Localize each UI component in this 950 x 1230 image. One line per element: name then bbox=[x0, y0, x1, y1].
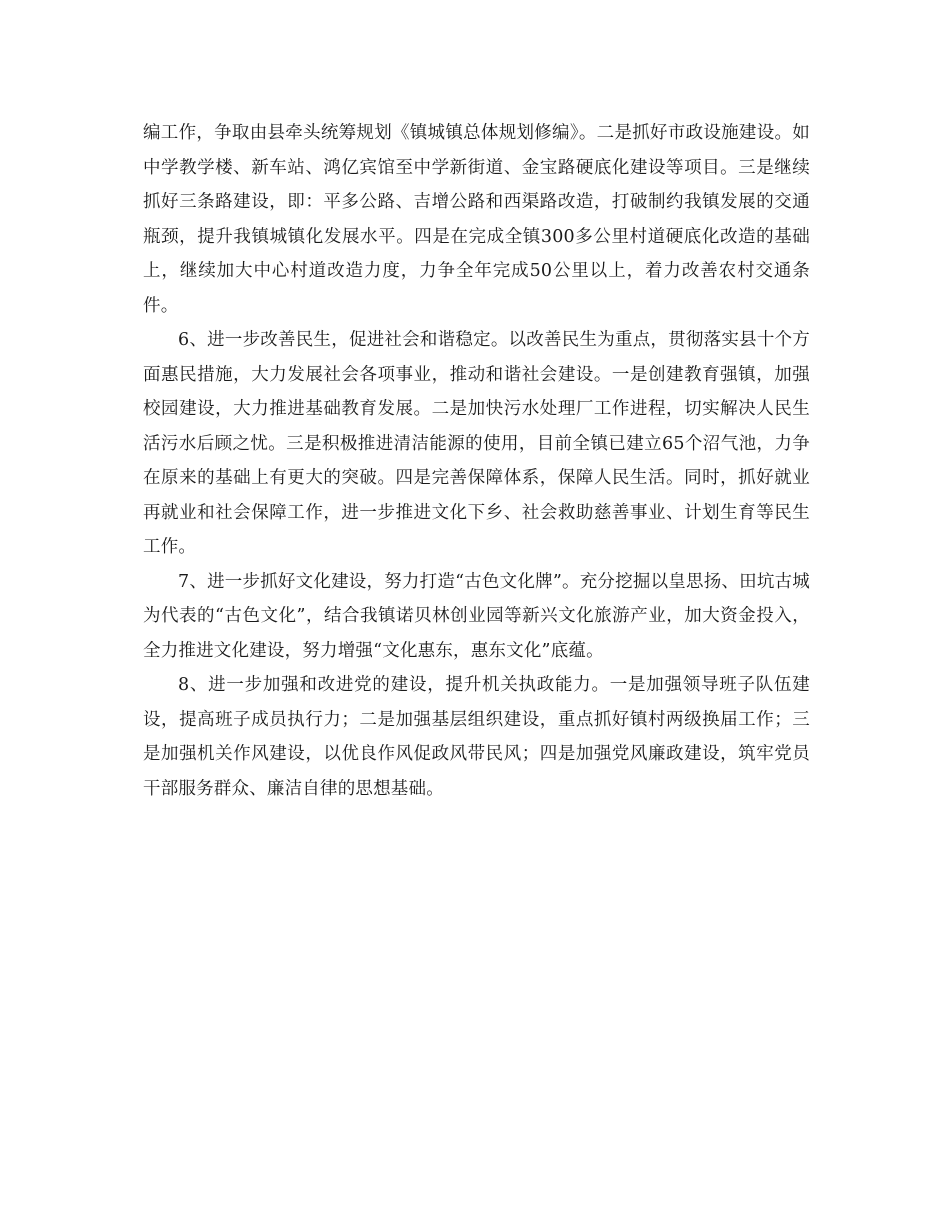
document-body bbox=[143, 116, 810, 806]
paragraph-2: 6、进一步改善民生，促进社会和谐稳定。以改善民生为重点，贯彻落实县十个方面惠民措施，大力发展社会各项事业，推动和谐社会建设。一是创建教育强镇，加强校园建设，大力推进基础教育发展。二是加快污水处理厂工作进程，切实解决人民生活污水后顾之忧。三是积极推进清洁能源的使用，目前全镇已建立65个沼气池，力争在原来的基础上有更大的突破。四是完善保障体系，保障人民生活。同时，抓好就业再就业和社会保障工作，进一步推进文化下乡、社会救助慈善事业、计划生育等民生工作。 bbox=[143, 330, 810, 557]
paragraph-4: 8、进一步加强和改进党的建设，提升机关执政能力。一是加强领导班子队伍建设，提高班子成员执行力；二是加强基层组织建设，重点抓好镇村两级换届工作；三是加强机关作风建设，以优良作风促政风带民风；四是加强党风廉政建设，筑牢党员干部服务群众、廉洁自律的思想基础。 bbox=[143, 675, 810, 799]
paragraph-1: 编工作，争取由县牵头统筹规划《镇城镇总体规划修编》。二是抓好市政设施建设。如中学教学楼、新车站、鸿亿宾馆至中学新街道、金宝路硬底化建设等项目。三是继续抓好三条路建设，即：平多公路、吉增公路和西渠路改造，打破制约我镇发展的交通瓶颈，提升我镇城镇化发展水平。四是在完成全镇300多公里村道硬底化改造的基础上，继续加大中心村道改造力度，力争全年完成50公里以上，着力改善农村交通条件。 bbox=[143, 123, 810, 316]
paragraph-3: 7、进一步抓好文化建设，努力打造“古色文化牌”。充分挖掘以皇思扬、田坑古城为代表的“古色文化”，结合我镇诺贝林创业园等新兴文化旅游产业，加大资金投入，全力推进文化建设，努力增强“文化惠东，惠东文化”底蕴。 bbox=[143, 571, 810, 661]
